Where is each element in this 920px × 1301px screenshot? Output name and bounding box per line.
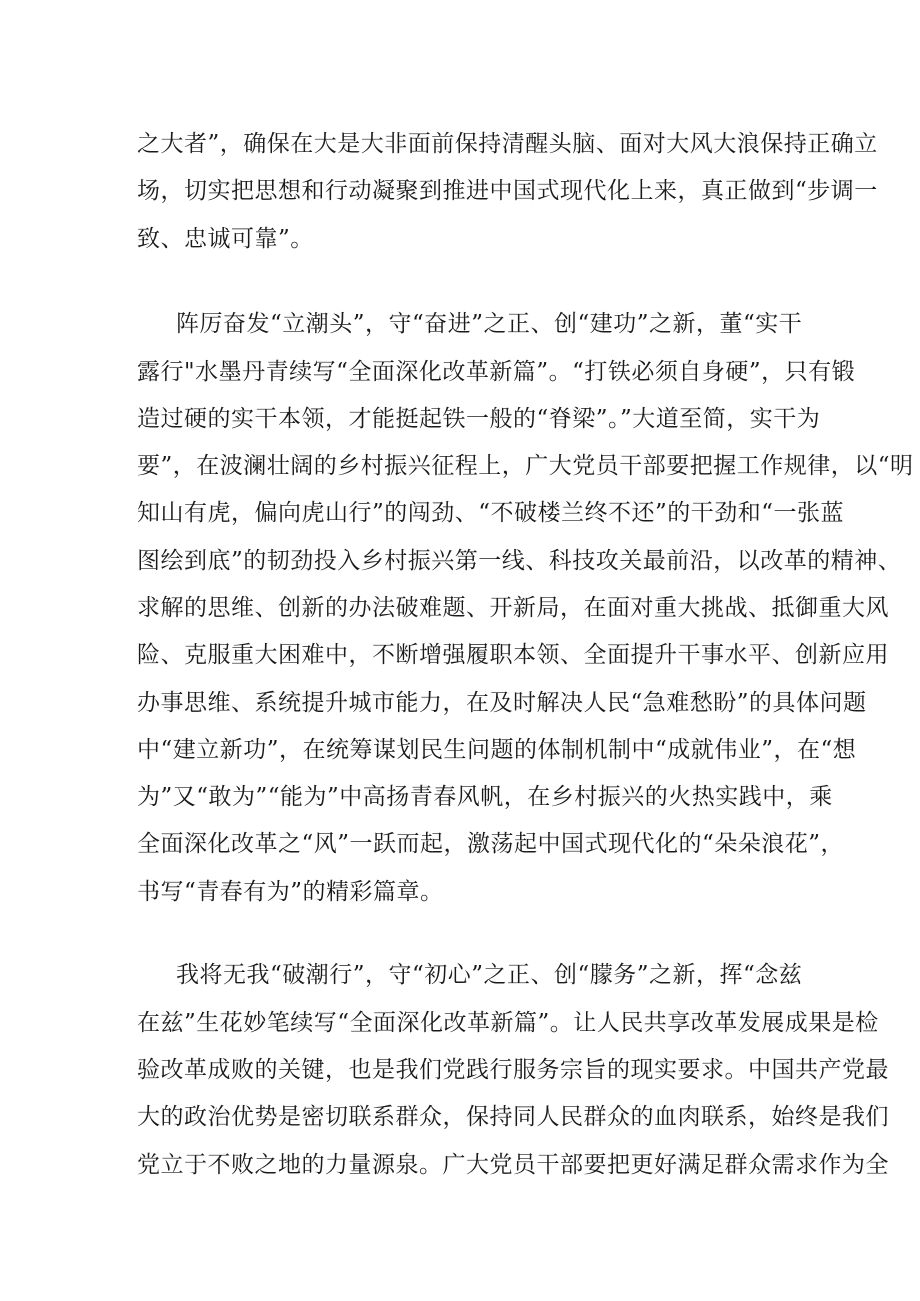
text-line: 全面深化改革之“风”一跃而起，激荡起中国式现代化的“朵朵浪花”， [137,831,845,857]
text-line: 大的政治优势是密切联系群众，保持同人民群众的血肉联系，始终是我们 [137,1104,889,1130]
text-line: 书写“青春有为”的精彩篇章。 [137,879,444,905]
text-line: 我将无我“破潮行”，守“初心”之正、创“朦务”之新，挥“念兹 [176,962,803,988]
text-line: 在兹”生花妙笔续写“全面深化改革新篇”。让人民共享改革发展成果是检 [137,1010,879,1036]
text-line: 之大者”，确保在大是大非面前保持清醒头脑、面对大风大浪保持正确立 [137,131,878,157]
text-line: 知山有虎，偏向虎山行”的闯劲、“不破楼兰终不还”的干劲和“一张蓝 [137,500,845,526]
text-line: 露行"水墨丹青续写“全面深化改革新篇”。“打铁必须自身硬”，只有锻 [137,359,856,385]
text-line: 为”又“敢为”“能为”中高扬青春风帆，在乡村振兴的火热实践中，乘 [137,784,833,810]
text-line: 求解的思维、创新的办法破难题、开新局，在面对重大挑战、抵御重大风 [137,595,889,621]
text-line: 要”，在波澜壮阔的乡村振兴征程上，广大党员干部要把握工作规律，以“明 [137,453,914,479]
text-line: 致、忠诚可靠”。 [137,226,314,252]
text-line: 险、克服重大困难中，不断增强履职本领、全面提升干事水平、创新应用 [137,642,889,668]
text-line: 场，切实把思想和行动凝聚到推进中国式现代化上来，真正做到“步调一 [137,178,878,204]
text-line: 办事思维、系统提升城市能力，在及时解决人民“急难愁盼”的具体问题 [137,690,867,716]
text-line: 造过硬的实干本领，才能挺起铁一般的“脊梁”。”大道至简，实干为 [137,406,821,432]
text-line: 党立于不败之地的力量源泉。广大党员干部要把更好满足群众需求作为全 [137,1152,889,1178]
text-line: 验改革成败的关键，也是我们党践行服务宗旨的现实要求。中国共产党最 [137,1057,889,1083]
text-line: 中“建立新功”，在统筹谋划民生问题的体制机制中“成就伟业”，在“想 [137,737,857,763]
text-line: 阵厉奋发“立潮头”，守“奋进”之正、创“建功”之新，董“实干 [176,311,803,337]
text-line: 图绘到底”的韧劲投入乡村振兴第一线、科技攻关最前沿，以改革的精神、 [137,548,902,574]
